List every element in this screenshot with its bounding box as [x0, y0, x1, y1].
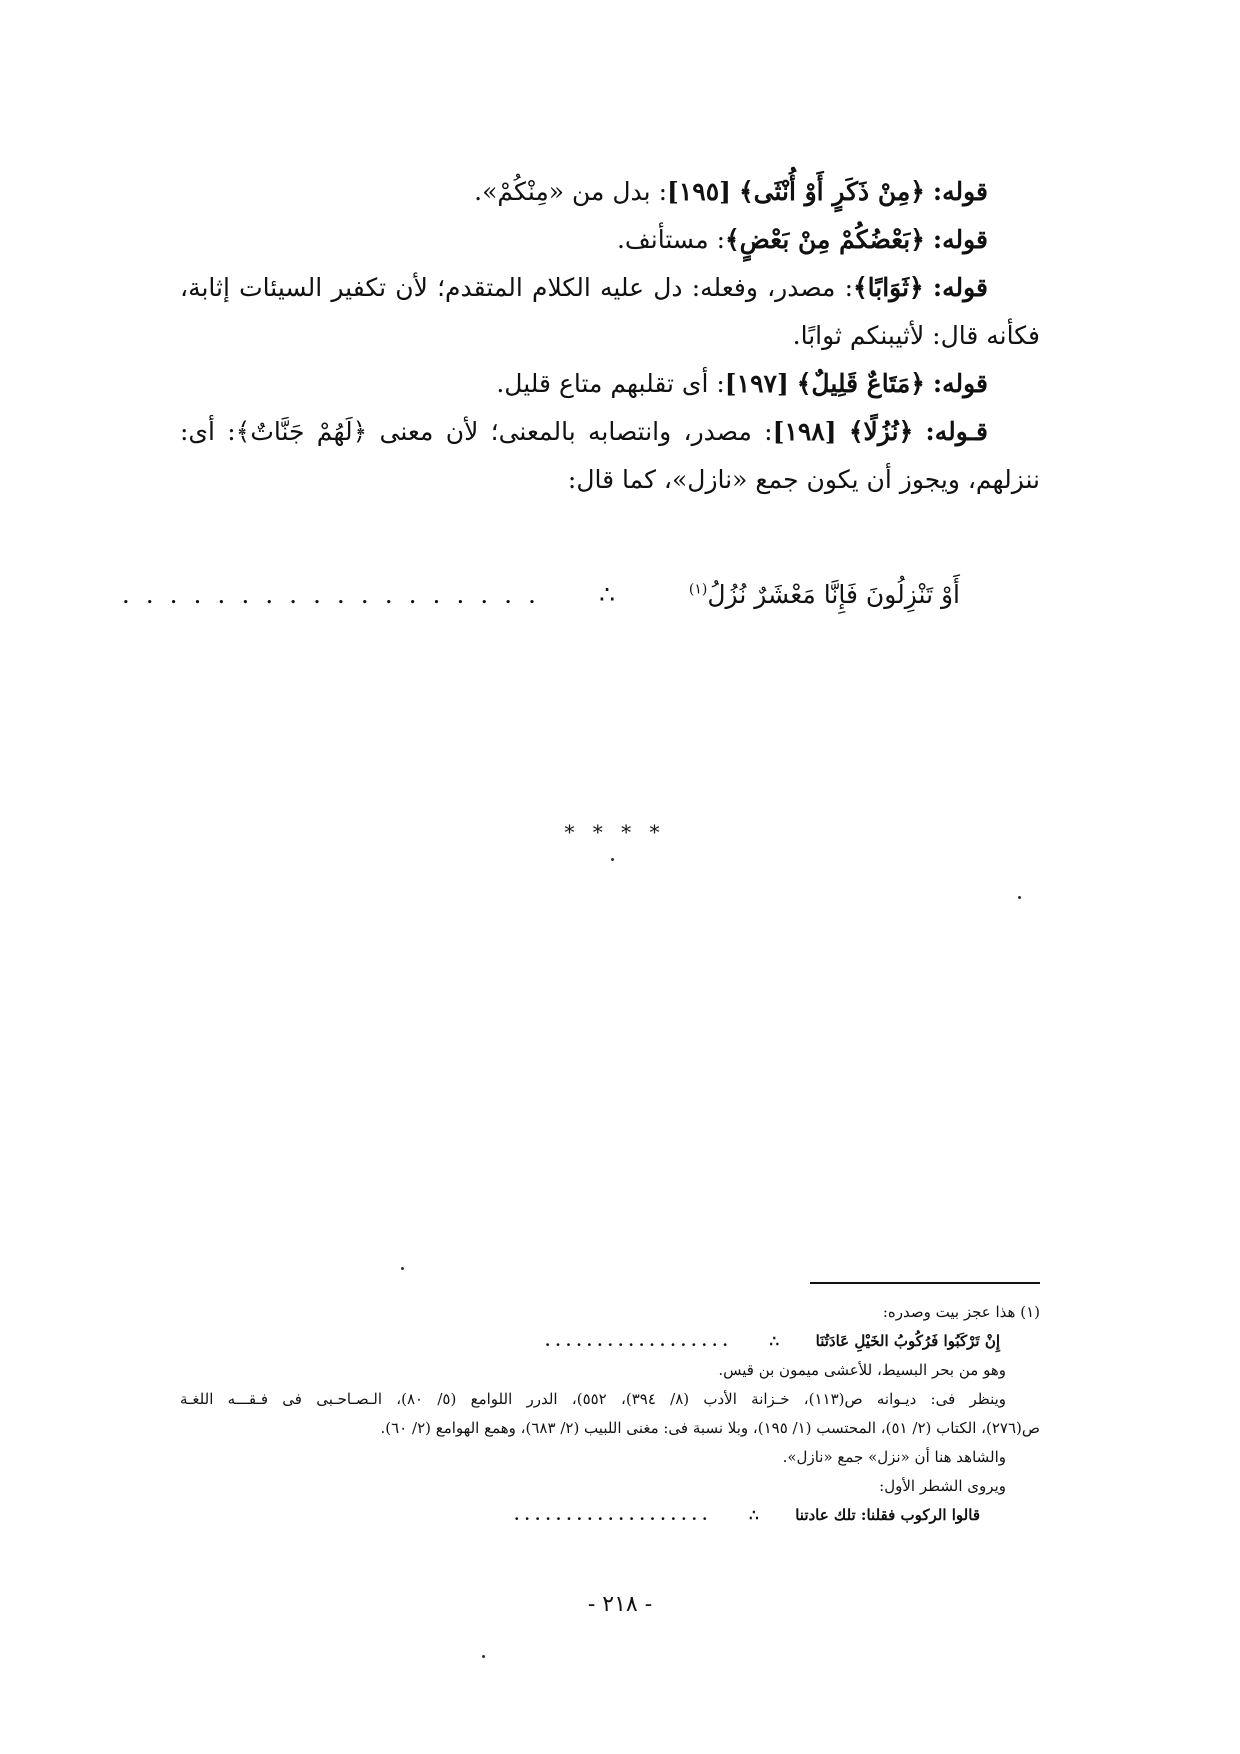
- quran-quote: ﴿ثَوَابًا﴾: [853, 273, 924, 302]
- scan-speck: [1018, 896, 1021, 899]
- verse-first-hemistich-placeholder: . . . . . . . . . . . . . . . . . .: [121, 580, 540, 609]
- quran-quote: ﴿مِنْ ذَكَرٍ أَوْ أُنْثَى﴾: [738, 177, 925, 206]
- verse-placeholder-dots: . . . . . . . . . . . . . . . . . . .: [514, 1506, 708, 1524]
- verse-reference: [١٩٧]: [724, 369, 789, 398]
- commentary-line-195: [180, 168, 1040, 216]
- footnote-verse: [180, 1327, 1040, 1356]
- keyword-qawluhu: قوله:: [932, 177, 988, 206]
- footnote-variant-verse: [180, 1501, 1040, 1530]
- commentary-continuation: ننزلهم، ويجوز أن يكون جمع «نازل»، كما قال:: [567, 465, 1040, 494]
- commentary-text: : مستأنف.: [616, 225, 725, 254]
- footnote-sources-continuation: ص(٢٧٦)، الكتاب (٢/ ٥١)، المحتسب (١/ ١٩٥)، وبلا نسبة فى: مغنى اللبيب (٢/ ٦٨٣)، وهمع الهوامع (٢/ ٦٠).: [380, 1419, 1040, 1437]
- page-number: - ٢١٨ -: [587, 1592, 653, 1617]
- verse-reference: [١٩٨]: [772, 417, 837, 446]
- keyword-qawluhu: قوله:: [932, 225, 988, 254]
- footnote-meter-line: وهو من بحر البسيط، للأعشى ميمون بن قيس.: [718, 1361, 1006, 1379]
- quran-quote: ﴿مَتَاعٌ قَلِيلٌ﴾: [796, 369, 925, 398]
- commentary-text: : مصدر، وفعله: دل عليه الكلام المتقدم؛ لأن تكفير السيئات إثابة،: [180, 273, 853, 302]
- commentary-continuation: فكأنه قال: لأثيبنكم ثوابًا.: [792, 321, 1040, 350]
- footnote-verse-hemistich: إِنْ تَرْكَبُوا فَرُكُوبُ الخَيْلِ عَادَتُنَا: [815, 1332, 1000, 1350]
- scan-speck: [611, 858, 614, 861]
- footnote-separator-rule: [810, 1282, 1040, 1284]
- commentary-line-197: [180, 360, 1040, 408]
- keyword-qawluhu: قـوله:: [925, 417, 988, 446]
- verse-separator-icon: ∴: [749, 1506, 759, 1524]
- section-end-asterisks: * * * *: [564, 820, 666, 844]
- quran-quote: ﴿بَعْضُكُمْ مِنْ بَعْضٍ﴾: [725, 225, 925, 254]
- verse-reference: [١٩٥]: [667, 177, 731, 206]
- footnote-sources-line: وينظر فى: ديـوانه ص(١١٣)، خـزانة الأدب (٨/ ٣٩٤)، ٥٥٢)، الدرر اللوامع (٥/ ٨٠)، الـصـاحـبى فى فـقـــه اللغـة: [180, 1390, 1007, 1408]
- scan-speck: [401, 1267, 404, 1270]
- keyword-qawluhu: قوله:: [932, 273, 988, 302]
- scan-speck: [482, 1655, 485, 1658]
- verse-second-hemistich: أَوْ تَنْزِلُونَ فَإِنَّا مَعْشَرٌ نُزُلُ$^{(١)}$: [688, 580, 960, 609]
- quran-quote: ﴿نُزُلًا﴾: [848, 417, 914, 446]
- footnote-ref: (١): [688, 581, 708, 598]
- verse-separator-icon: ∴: [769, 1332, 780, 1350]
- commentary-text: : مصدر، وانتصابه بالمعنى؛ لأن معنى ﴿لَهُمْ جَنَّاتٌ﴾: أى:: [180, 417, 773, 446]
- verse-placeholder-dots: . . . . . . . . . . . . . . . . . .: [544, 1332, 728, 1350]
- footnote-variant-intro: ويروى الشطر الأول:: [879, 1477, 1006, 1495]
- footnote-1-intro: (١) هذا عجز بيت وصدره:: [882, 1303, 1040, 1321]
- verse-separator-icon: ∴: [599, 580, 615, 609]
- footnote-evidence-line: والشاهد هنا أن «نزل» جمع «نازل».: [782, 1448, 1006, 1466]
- main-text-block: [180, 168, 1040, 504]
- commentary-text: : أى تقلبهم متاع قليل.: [496, 369, 725, 398]
- footnotes-block: [180, 1298, 1040, 1530]
- poetry-verse: [121, 580, 960, 624]
- commentary-text: : بدل من «مِنْكُمْ».: [474, 177, 668, 206]
- variant-verse-hemistich: قالوا الركوب فقلنا: تلك عادتنا: [795, 1506, 980, 1524]
- commentary-line-ba3dukum: [180, 216, 1040, 264]
- keyword-qawluhu: قوله:: [932, 369, 988, 398]
- commentary-line-198: [180, 408, 1040, 456]
- commentary-line-thawaban: [180, 264, 1040, 312]
